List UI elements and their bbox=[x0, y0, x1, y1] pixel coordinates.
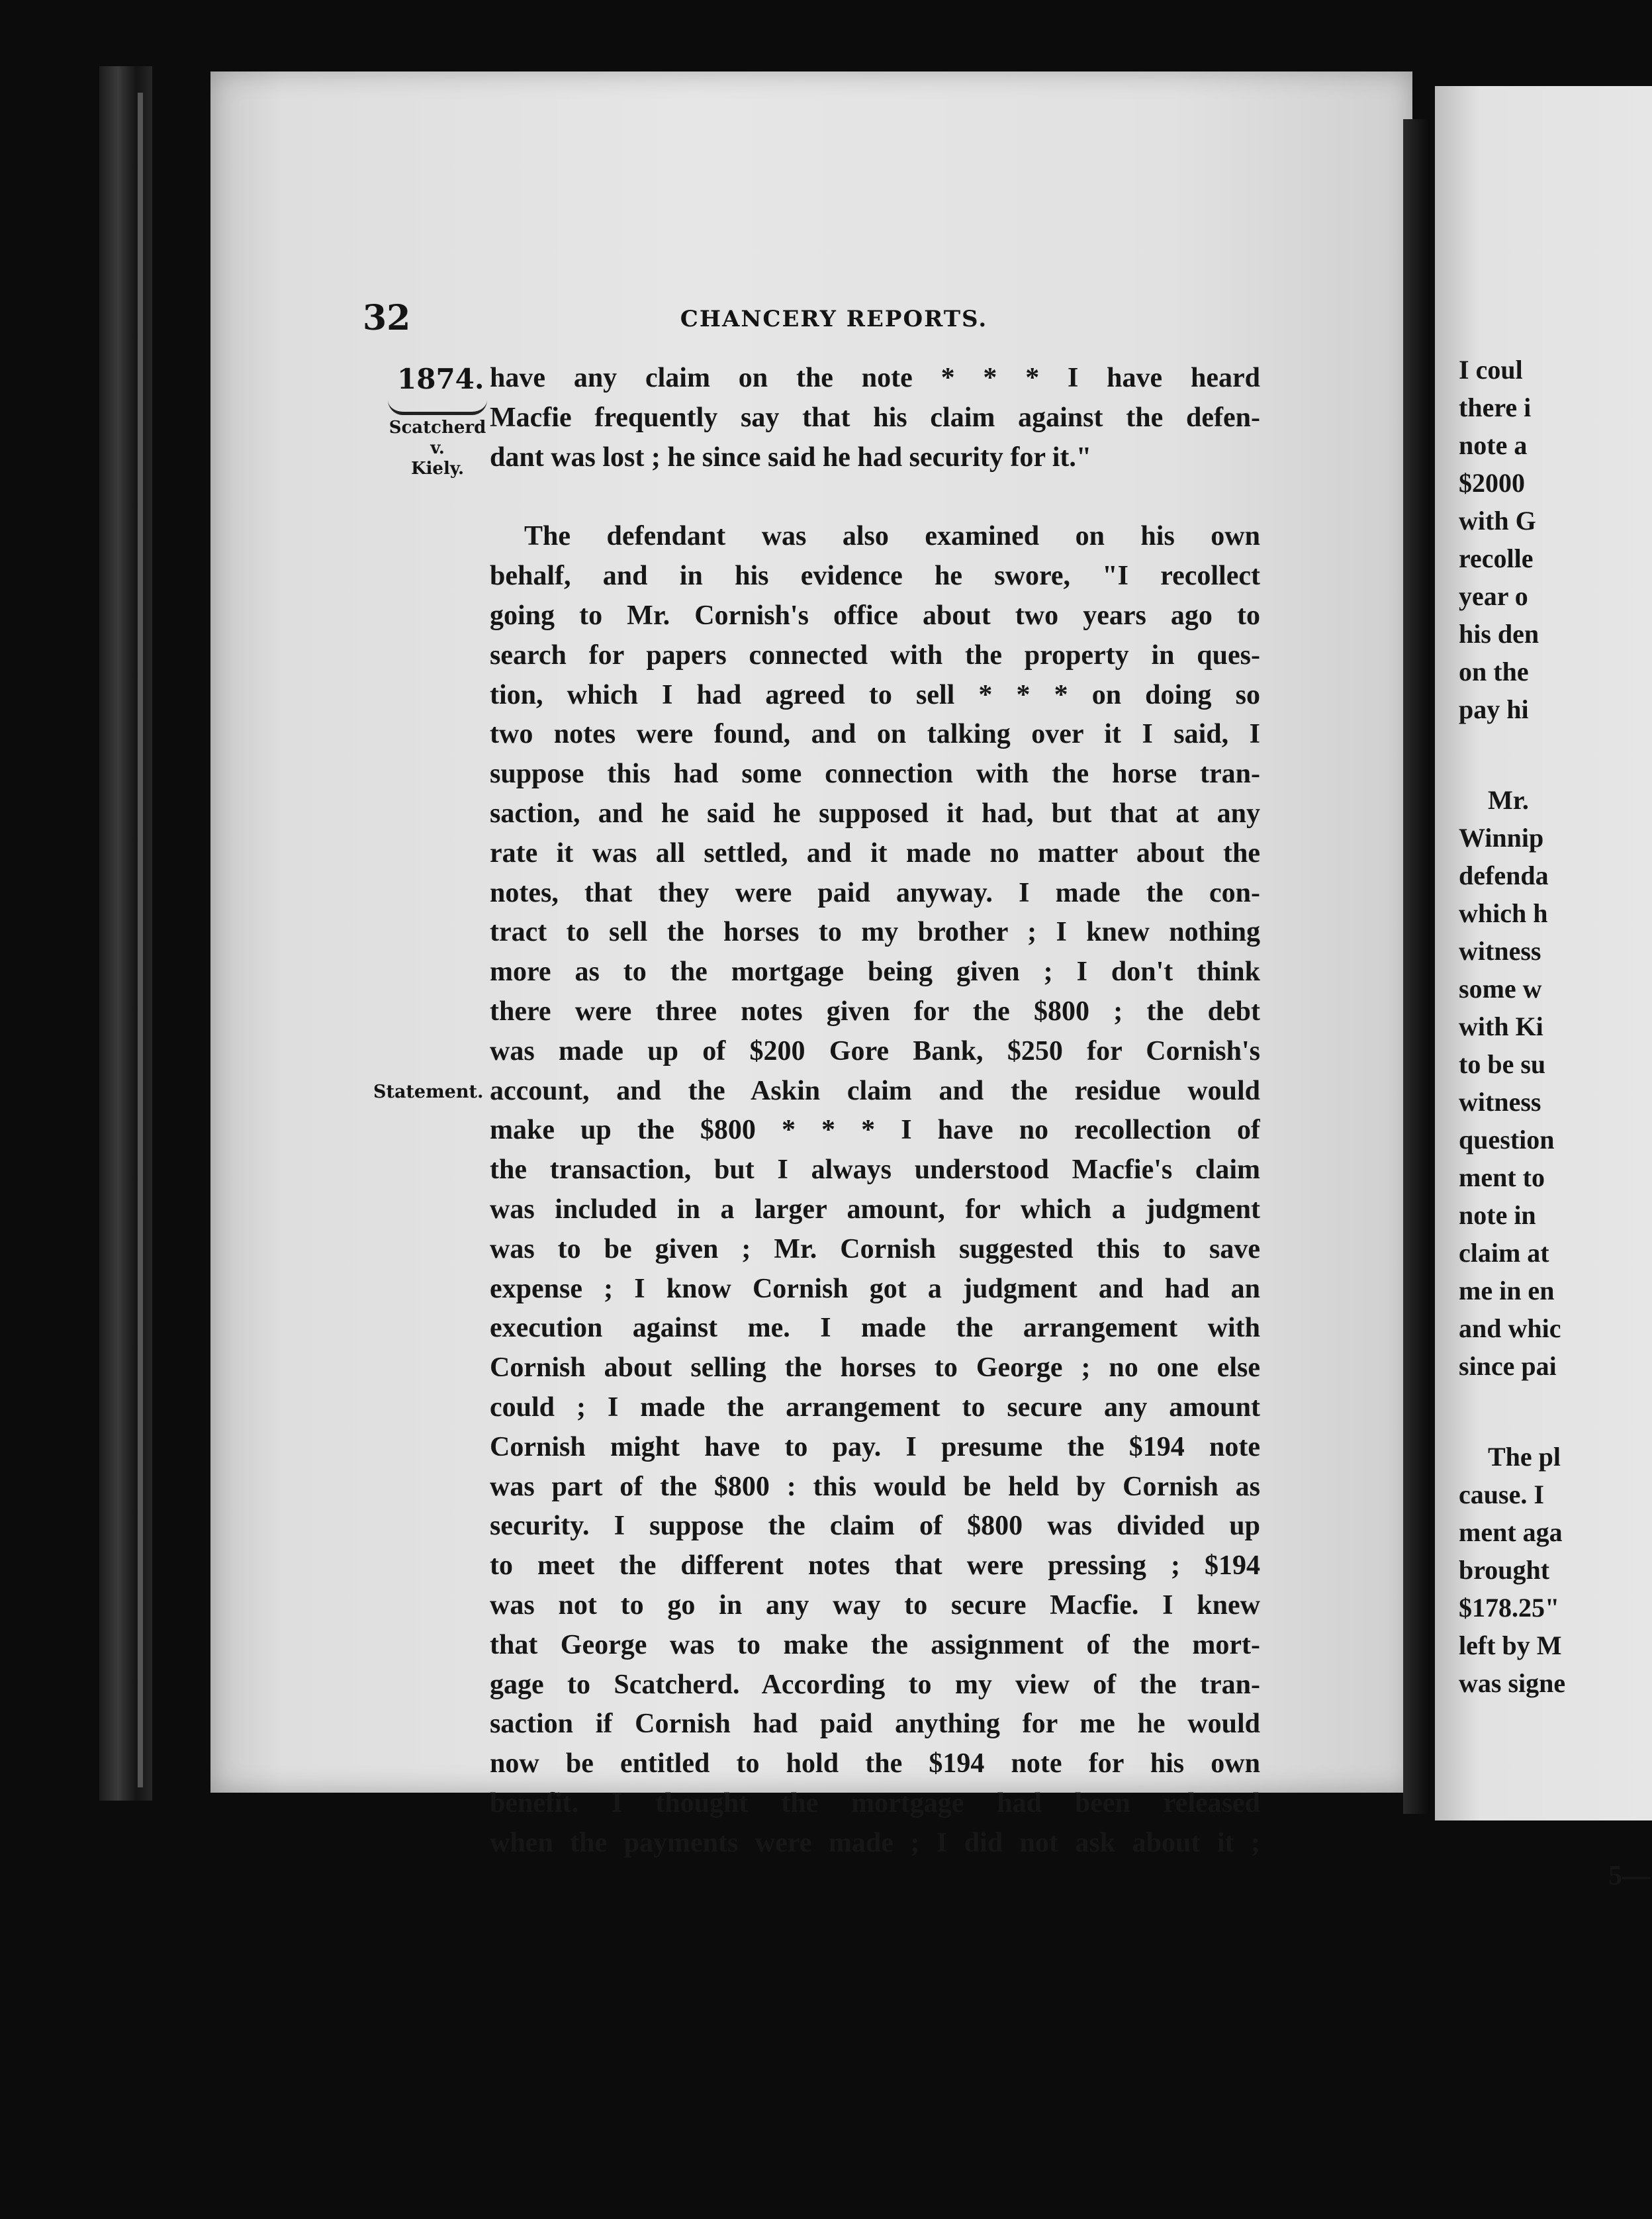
running-head: CHANCERY REPORTS. bbox=[680, 306, 988, 332]
text-line: witness bbox=[1459, 1087, 1541, 1117]
text-line: was signe bbox=[1459, 1668, 1566, 1698]
text-line: his den bbox=[1459, 619, 1539, 649]
text-line: $178.25" bbox=[1459, 1593, 1560, 1623]
text-line: Cornish might have to pay. I presume the $194 note bbox=[490, 1431, 1260, 1462]
text-line: brought bbox=[1459, 1555, 1550, 1585]
text-line: The pl bbox=[1488, 1442, 1561, 1472]
text-line: going to Mr. Cornish's office about two years ago to bbox=[490, 600, 1260, 631]
text-line: witness bbox=[1459, 936, 1541, 966]
text-line: dant was lost ; he since said he had security for it." bbox=[490, 442, 1092, 473]
text-line: tion, which I had agreed to sell * * * on doing so bbox=[490, 679, 1260, 710]
margin-case-name bbox=[381, 400, 494, 479]
case-party-1: Scatcherd bbox=[389, 418, 486, 438]
text-line: claim at bbox=[1459, 1238, 1549, 1268]
text-line: saction if Cornish had paid anything for me he would bbox=[490, 1709, 1260, 1740]
text-line: note a bbox=[1459, 430, 1528, 460]
text-line: security. I suppose the claim of $800 was divided up bbox=[490, 1511, 1260, 1542]
text-line: on the bbox=[1459, 657, 1529, 686]
margin-year: 1874. bbox=[397, 363, 484, 395]
text-line: execution against me. I made the arrangement with bbox=[490, 1313, 1260, 1344]
text-line: that George was to make the assignment of the mort- bbox=[490, 1629, 1260, 1660]
page-header bbox=[357, 298, 1310, 338]
text-line: and whic bbox=[1459, 1313, 1561, 1343]
text-line: notes, that they were paid anyway. I made the con- bbox=[490, 877, 1260, 908]
text-line: was part of the $800 : this would be held by Cornish as bbox=[490, 1471, 1260, 1502]
text-line: two notes were found, and on talking over it I said, I bbox=[490, 719, 1260, 750]
text-line: when the payments were made ; I did not ask about it ; bbox=[490, 1827, 1260, 1858]
case-versus: v. bbox=[430, 438, 445, 458]
text-line: Mr. bbox=[1488, 785, 1529, 815]
text-line: ment to bbox=[1459, 1162, 1545, 1192]
text-line: The defendant was also examined on his own bbox=[524, 521, 1260, 552]
text-line: some w bbox=[1459, 974, 1542, 1004]
text-line: $2000 bbox=[1459, 468, 1525, 498]
text-line: recolle bbox=[1459, 543, 1534, 573]
text-line: expense ; I know Cornish got a judgment and had an bbox=[490, 1273, 1260, 1304]
text-line: gage to Scatcherd. According to my view of the tran- bbox=[490, 1669, 1260, 1700]
right-block-3 bbox=[1459, 1438, 1652, 1702]
text-line: since pai bbox=[1459, 1351, 1557, 1381]
text-line: I coul bbox=[1459, 355, 1523, 385]
signature-mark: 5— bbox=[1608, 1861, 1650, 1891]
book-spine bbox=[99, 66, 152, 1801]
text-line: was not to go in any way to secure Macfie. I knew bbox=[490, 1589, 1260, 1621]
text-line: search for papers connected with the property in ques- bbox=[490, 639, 1260, 671]
text-line: account, and the Askin claim and the residue would bbox=[490, 1075, 1260, 1106]
text-line: rate it was all settled, and it made no matter about the bbox=[490, 837, 1260, 869]
text-line: more as to the mortgage being given ; I don't think bbox=[490, 957, 1260, 988]
right-block-1 bbox=[1459, 351, 1652, 728]
text-line: benefit. I thought the mortgage had been released bbox=[490, 1787, 1260, 1818]
text-line: was to be given ; Mr. Cornish suggested this to save bbox=[490, 1233, 1260, 1264]
paragraph-2 bbox=[490, 517, 1260, 1863]
text-line: note in bbox=[1459, 1200, 1536, 1230]
text-line: was included in a larger amount, for which a judgment bbox=[490, 1194, 1260, 1225]
text-line: behalf, and in his evidence he swore, "I recollect bbox=[490, 561, 1260, 592]
text-line: make up the $800 * * * I have no recollection of bbox=[490, 1115, 1260, 1146]
text-line: me in en bbox=[1459, 1276, 1555, 1305]
text-line: could ; I made the arrangement to secure any amount bbox=[490, 1392, 1260, 1423]
text-line: question bbox=[1459, 1125, 1555, 1155]
right-block-2 bbox=[1459, 781, 1652, 1385]
text-line: tract to sell the horses to my brother ; I knew nothing bbox=[490, 917, 1260, 948]
text-line: Winnip bbox=[1459, 823, 1544, 853]
text-line: cause. I bbox=[1459, 1480, 1544, 1509]
text-line: was made up of $200 Gore Bank, $250 for Cornish's bbox=[490, 1035, 1260, 1066]
text-line: which h bbox=[1459, 898, 1548, 928]
gutter bbox=[1403, 119, 1430, 1814]
text-line: have any claim on the note * * * I have heard bbox=[490, 363, 1260, 393]
text-line: with G bbox=[1459, 506, 1536, 536]
text-line: suppose this had some connection with the horse tran- bbox=[490, 759, 1260, 790]
text-line: Macfie frequently say that his claim against the defen- bbox=[490, 402, 1260, 433]
brace-mark bbox=[388, 400, 487, 415]
text-line: now be entitled to hold the $194 note for his own bbox=[490, 1748, 1260, 1779]
text-line: Cornish about selling the horses to George ; no one else bbox=[490, 1352, 1260, 1384]
text-line: there i bbox=[1459, 393, 1532, 422]
text-line: saction, and he said he supposed it had, but that at any bbox=[490, 798, 1260, 829]
text-line: the transaction, but I always understood Macfie's claim bbox=[490, 1155, 1260, 1186]
text-line: to be su bbox=[1459, 1049, 1546, 1079]
text-line: ment aga bbox=[1459, 1517, 1563, 1547]
text-line: year o bbox=[1459, 581, 1528, 611]
text-line: pay hi bbox=[1459, 694, 1529, 724]
spine-edge bbox=[138, 93, 143, 1787]
text-line: there were three notes given for the $800 ; the debt bbox=[490, 996, 1260, 1027]
margin-statement-label: Statement. bbox=[373, 1082, 484, 1102]
text-line: left by M bbox=[1459, 1630, 1562, 1660]
text-line: defenda bbox=[1459, 861, 1549, 890]
text-line: with Ki bbox=[1459, 1012, 1543, 1041]
body-text bbox=[490, 359, 1260, 1863]
paragraph-1 bbox=[490, 359, 1260, 477]
page-number: 32 bbox=[363, 298, 411, 338]
text-line: to meet the different notes that were pressing ; $194 bbox=[490, 1550, 1260, 1582]
case-party-2: Kiely. bbox=[410, 459, 465, 479]
right-page-text bbox=[1459, 351, 1652, 1702]
